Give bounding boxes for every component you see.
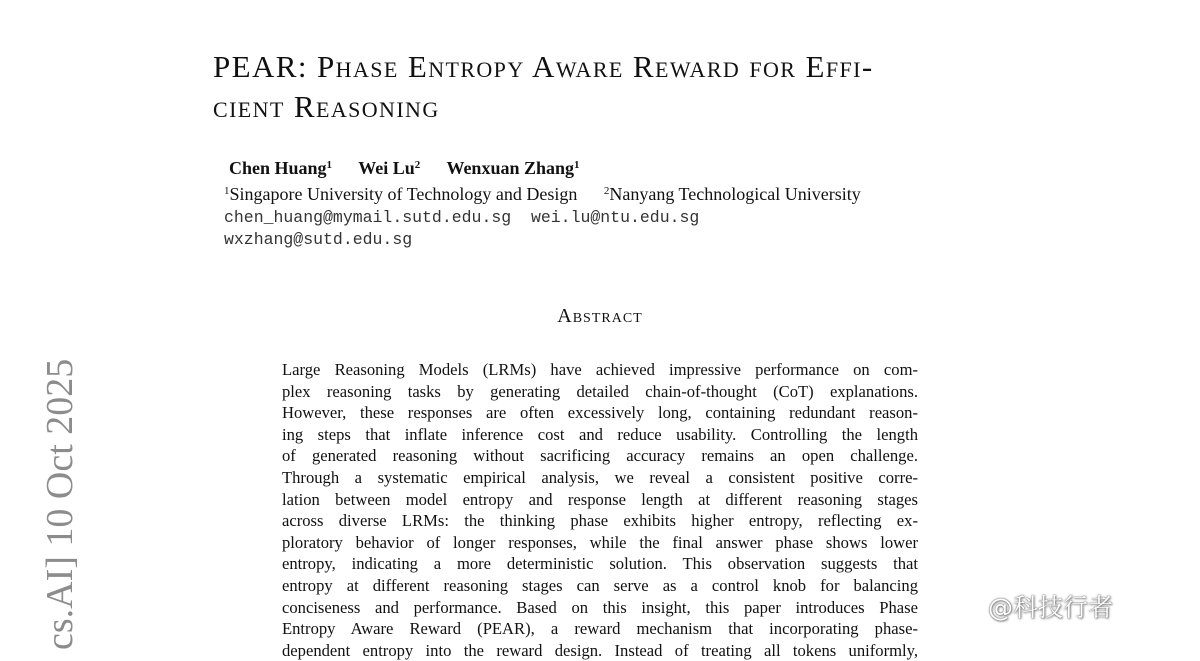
- affiliation-list: [224, 184, 883, 205]
- arxiv-stamp-text: cs.AI] 10 Oct 2025: [39, 358, 81, 650]
- abstract-line: ploratory behavior of longer responses, while the final answer phase shows lower: [282, 532, 918, 552]
- author-name: Chen Huang: [229, 158, 327, 178]
- abstract-line: entropy at different reasoning stages can serve as a control knob for balancing: [282, 575, 918, 595]
- abstract-line: of generated reasoning without sacrificing accuracy remains an open challenge.: [282, 446, 918, 466]
- abstract-line: plex reasoning tasks by generating detailed chain-of-thought (CoT) explanations.: [282, 381, 918, 401]
- author-affil-sup: 1: [326, 159, 333, 171]
- affiliation-sup: 2: [603, 185, 610, 197]
- paper-title: [213, 47, 1013, 127]
- email-row: [224, 230, 412, 249]
- arxiv-stamp: [12, 340, 82, 650]
- email[interactable]: wei.lu@ntu.edu.sg: [530, 208, 700, 227]
- affiliation-name: Nanyang Technological University: [609, 184, 861, 204]
- abstract-line: across diverse LRMs: the thinking phase exhibits higher entropy, reflecting ex-: [282, 511, 918, 531]
- author: [229, 158, 332, 178]
- abstract-line: conciseness and performance. Based on this insight, this paper introduces Phase: [282, 597, 918, 617]
- author: [446, 158, 579, 178]
- title-line1-rest: Phase Entropy Aware Reward for Effi-: [317, 49, 874, 84]
- author-affil-sup: 1: [574, 159, 580, 171]
- abstract-body: [282, 359, 918, 661]
- author: [358, 158, 420, 178]
- author-affil-sup: 2: [414, 159, 421, 171]
- abstract-line: dependent entropy into the reward design. Instead of treating all tokens uniformly,: [282, 640, 918, 660]
- watermark: @科技行者: [988, 593, 1114, 622]
- abstract-heading: Abstract: [557, 305, 643, 327]
- author-name: Wenxuan Zhang: [446, 158, 574, 178]
- abstract-line: Large Reasoning Models (LRMs) have achieved impressive performance on com-: [282, 360, 918, 379]
- affiliation-sup: 1: [224, 185, 230, 197]
- abstract-line: entropy, indicating a more deterministic solution. This observation suggests that: [282, 554, 918, 574]
- email[interactable]: wxzhang@sutd.edu.sg: [224, 230, 413, 249]
- abstract-line: Through a systematic empirical analysis, we reveal a consistent positive corre-: [282, 467, 918, 487]
- email[interactable]: chen_huang@mymail.sutd.edu.sg: [224, 208, 512, 227]
- title-line2: cient Reasoning: [213, 89, 440, 124]
- abstract-line: lation between model entropy and response length at different reasoning stages: [282, 489, 918, 509]
- abstract-line: However, these responses are often excessively long, containing redundant reason-: [282, 403, 918, 423]
- affiliation-name: Singapore University of Technology and Design: [229, 184, 578, 204]
- affiliation: [224, 184, 577, 204]
- abstract-line: Entropy Aware Reward (PEAR), a reward mechanism that incorporating phase-: [282, 619, 918, 639]
- abstract-line: ing steps that inflate inference cost and reduce usability. Controlling the length: [282, 424, 918, 444]
- title-prefix: PEAR:: [213, 49, 318, 84]
- author-list: [229, 158, 602, 179]
- email-row: [224, 208, 699, 227]
- affiliation: [604, 184, 861, 204]
- author-name: Wei Lu: [358, 158, 415, 178]
